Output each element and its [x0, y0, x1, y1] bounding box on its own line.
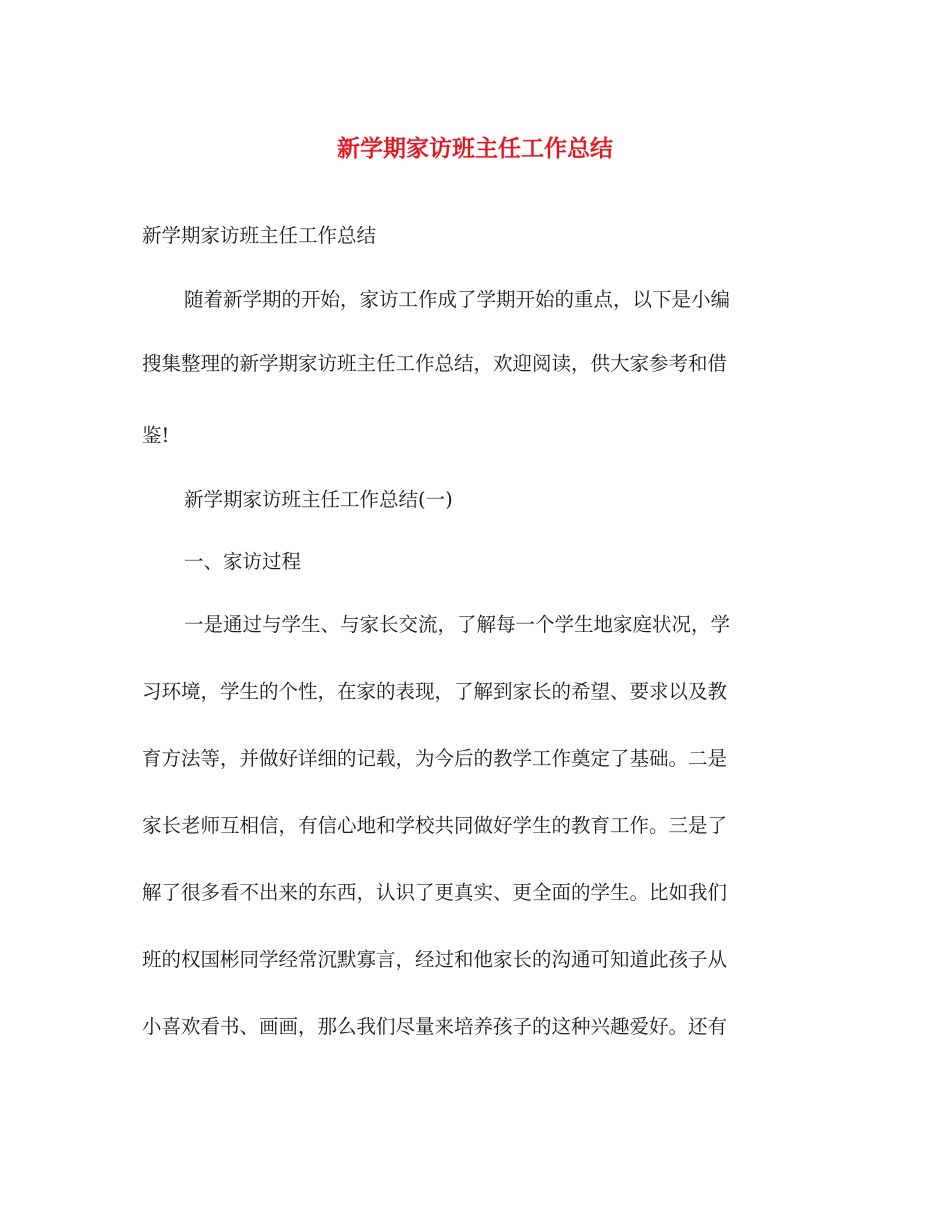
subtitle-line: 新学期家访班主任工作总结 [142, 224, 377, 247]
document-title: 新学期家访班主任工作总结 [337, 135, 613, 162]
section-heading: 一、家访过程 [184, 550, 302, 573]
paragraph-line: 搜集整理的新学期家访班主任工作总结，欢迎阅读，供大家参考和借 [142, 352, 728, 375]
paragraph-line: 一是通过与学生、与家长交流，了解每一个学生地家庭状况，学 [184, 613, 731, 636]
paragraph-line: 小喜欢看书、画画，那么我们尽量来培养孩子的这种兴趣爱好。还有 [142, 1015, 728, 1038]
paragraph-line: 育方法等，并做好详细的记载，为今后的教学工作奠定了基础。二是 [142, 747, 728, 770]
paragraph-line: 班的权国彬同学经常沉默寡言，经过和他家长的沟通可知道此孩子从 [142, 948, 728, 971]
paragraph-line: 随着新学期的开始，家访工作成了学期开始的重点，以下是小编 [184, 288, 731, 311]
paragraph-line: 解了很多看不出来的东西，认识了更真实、更全面的学生。比如我们 [142, 881, 728, 904]
paragraph-line: 鉴! [142, 424, 170, 447]
paragraph-line: 家长老师互相信，有信心地和学校共同做好学生的教育工作。三是了 [142, 814, 728, 837]
section-heading: 新学期家访班主任工作总结(一) [184, 488, 453, 511]
paragraph-line: 习环境，学生的个性，在家的表现，了解到家长的希望、要求以及教 [142, 680, 728, 703]
